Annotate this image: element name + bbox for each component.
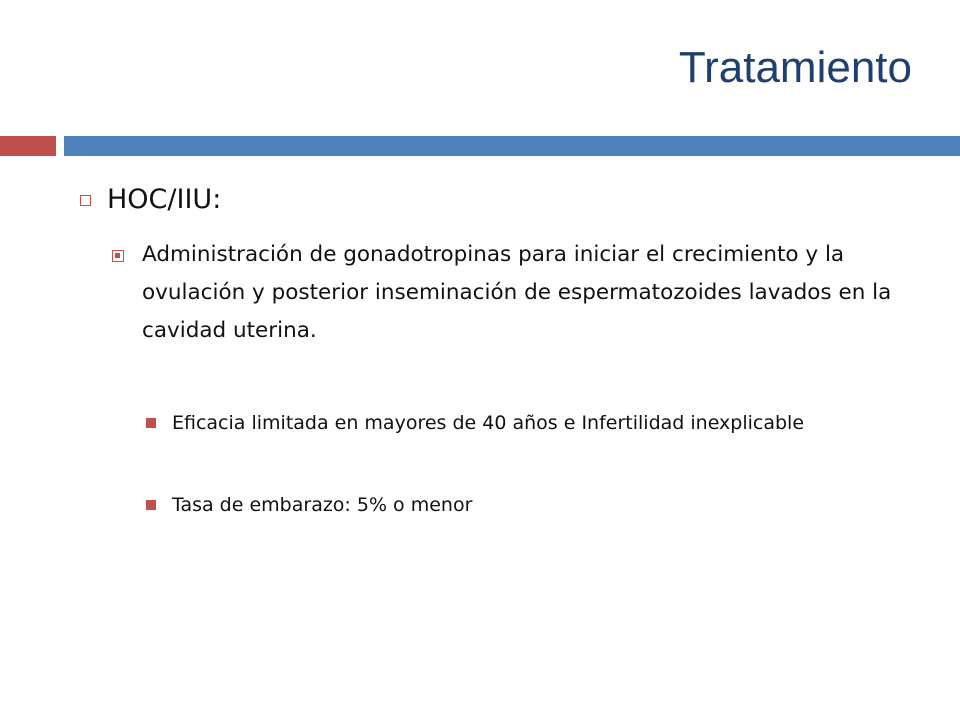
- title-accent-bar-blue: [64, 136, 960, 156]
- bullet-level3-text: Tasa de embarazo: 5% o menor: [172, 494, 473, 516]
- title-accent-bar-red: [0, 136, 56, 156]
- framed-square-icon: [112, 250, 124, 262]
- bullet-level1-text: HOC/IIU:: [107, 184, 222, 215]
- bullet-level3-text: Eficacia limitada en mayores de 40 años e Infertilidad inexplicable: [172, 412, 805, 434]
- filled-square-icon: [146, 418, 156, 428]
- hollow-square-icon: [80, 195, 91, 206]
- slide-title: Tratamiento: [678, 43, 912, 92]
- filled-square-icon: [146, 500, 156, 510]
- bullet-level2-text: Administración de gonadotropinas para iniciar el crecimiento y la ovulación y posterior inseminación de espermatozoides lavados en la cavidad uterina.: [142, 242, 892, 343]
- bullet-level1: [80, 182, 221, 218]
